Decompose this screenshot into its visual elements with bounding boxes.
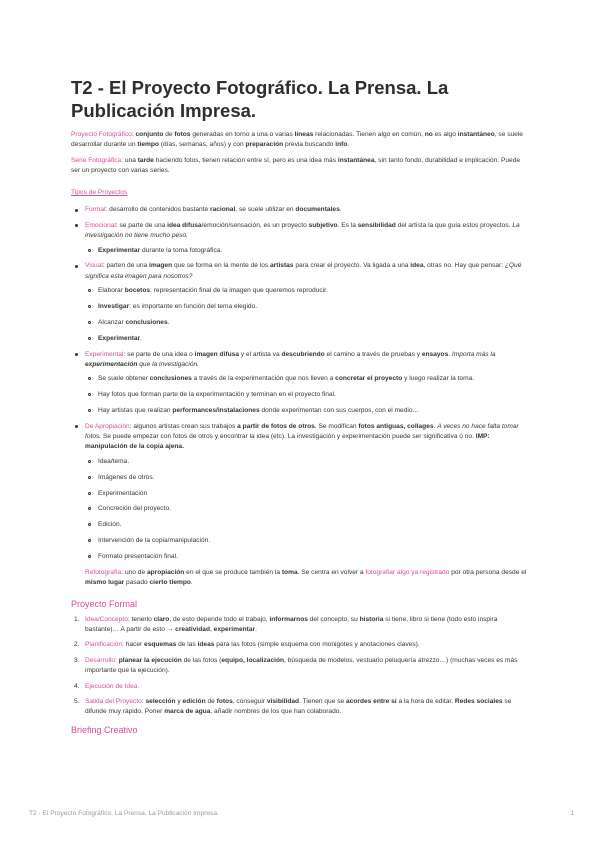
list-item: Experimentación — [85, 489, 531, 499]
term-desarrollo: Desarrollo — [85, 656, 116, 664]
term-proyecto-fotografico: Proyecto Fotográfico — [71, 131, 132, 138]
list-item-visual — [71, 261, 531, 344]
list-item-emocional — [71, 221, 531, 256]
list-item: Alcanzar conclusiones. — [85, 318, 531, 328]
list-item: Experimentar durante la toma fotográfica. — [85, 246, 531, 256]
list-item: Hay artistas que realizan performances/instalaciones donde experimentan con sus cuerpos, con el medio… — [85, 406, 531, 416]
document-body — [71, 130, 531, 741]
list-item: Idea/tema. — [85, 457, 531, 467]
term-formal: Formal — [85, 206, 106, 214]
step-desarrollo: 3. Desarrollo: planear la ejecución de las fotos (equipo, localización, búsqueda de modelos, vestuario peluquería atrezzo…) (muchas veces es más importante que la ejecución). — [74, 656, 518, 675]
formal-steps-list — [71, 615, 531, 718]
intro-paragraph-serie — [71, 156, 531, 177]
list-item: Edición. — [85, 520, 531, 530]
refotografia-text: : uno de apropiación en el que se produce también la toma. Se centra en volver a fotografiar algo ya registrado por otra persona desde el mismo lugar pasado cierto tiempo. — [85, 569, 527, 587]
tipo-text: : parten de una imagen que se forma en la mente de los artistas para crear el proyecto. Va ligada a una idea, otras no. Hay que pensar: ¿Qué significa esta imagen para nosotros? — [85, 262, 522, 280]
list-item-experimental — [71, 350, 531, 417]
term-de-apropiacion: De Apropiación — [85, 422, 130, 430]
page-title: T2 - El Proyecto Fotográfico. La Prensa. La Publicación Impresa. — [71, 77, 449, 121]
sublist-experimental — [85, 374, 531, 416]
step-salida: 5. Salida del Proyecto: selección y edición de fotos, conseguir visibilidad. Tienen que se acordes entre sí a la hora de editar. Redes sociales se difunde muy rápido. Poner marca de agua, añadir nombres de los que han colaborado. — [74, 698, 512, 716]
term-ejecucion: Ejecución de Idea. — [85, 682, 140, 690]
tipo-text: : se parte de una idea o imagen difusa y el artista va descubriendo el camino a través de pruebas y ensayos. Importa más la experimentación que la investigación. — [85, 350, 496, 368]
intro-text-0: : conjunto de fotos generadas en torno a una o varias líneas relacionadas. Tienen algo en común, no es algo instantáneo, se suele desarrollar durante un tiempo (días, semanas, años) y con preparación previa buscando info. — [71, 131, 523, 149]
term-emocional: Emocional — [85, 221, 116, 229]
section-label-tipos: Tipos de Proyectos — [71, 189, 128, 197]
step-ejecucion: 4. Ejecución de Idea. — [74, 682, 140, 690]
page-footer — [29, 810, 574, 817]
heading-proyecto-formal: Proyecto Formal — [71, 598, 138, 609]
sublist-emocional — [85, 246, 531, 256]
term-planificacion: Planificación — [85, 641, 123, 649]
term-refotografia: Refotografía — [85, 569, 122, 576]
heading-briefing-creativo: Briefing Creativo — [71, 724, 138, 735]
term-experimental: Experimental — [85, 350, 124, 358]
footer-title: T2 - El Proyecto Fotográfico. La Prensa. La Publicación Impresa. — [29, 810, 219, 817]
list-item-formal — [71, 205, 531, 215]
tipo-text: : desarrollo de contenidos bastante racional, se suele utilizar en documentales. — [105, 206, 342, 214]
term-visual: Visual — [85, 262, 103, 270]
sublist-apropiacion — [85, 457, 531, 563]
term-salida-proyecto: Salida del Proyecto — [85, 698, 142, 706]
step-idea-concepto: 1. Idea/Concepto: tenerlo claro, de esto depende todo el trabajo, informarnos del concepto, su historia si tiene, libro si tiene (todo esto inspira bastante)… A partir de esto → creatividad, experimentar. — [74, 615, 498, 633]
list-item: Experimentar. — [85, 334, 531, 344]
term-idea-concepto: Idea/Concepto — [85, 615, 128, 623]
tipo-text: : algunos artistas crean sus trabajos a partir de fotos de otros. Se modifican fotos antiguas, collages. A veces no hace falta tomar fotos. Se puede empezar con fotos de otros y encontrar la idea (etc). La investigación y experimentación puede ser significativa o no. IMP: manipulación de la copia ajena. — [85, 422, 519, 451]
list-item: Hay fotos que forman parte de la experimentación y terminan en el proyecto final. — [85, 390, 531, 400]
list-item: Concreción del proyecto. — [85, 504, 531, 514]
list-item: Imágenes de otros. — [85, 473, 531, 483]
intro-text-1: : una tarde haciendo fotos, tienen relación entre sí, pero es una idea más instantánea, sin tanto fondo, durabilidad e implicación. Puede ser un proyecto con varias series. — [71, 156, 521, 174]
list-item: Se suele obtener conclusiones a través de la experimentación que nos lleven a concretar el proyecto y luego realizar la toma. — [85, 374, 531, 384]
list-item-apropiacion — [71, 422, 531, 563]
sublist-visual — [85, 286, 531, 344]
list-item: Investigar: es importante en función del tema elegido. — [85, 302, 531, 312]
step-planificacion: 2. Planificación: hacer esquemas de las ideas para las fotos (simple esquema con monigotes y anotaciones claves). — [74, 641, 420, 649]
list-item: Elaborar bocetos: representación final de la imagen que queremos reproducir. — [85, 286, 531, 296]
intro-paragraph-proyecto — [71, 130, 531, 151]
refotografia-paragraph — [71, 568, 531, 589]
list-item: Intervención de la copia/manipulación. — [85, 536, 531, 546]
tipo-text: : se parte de una idea difusa/emoción/sensación, es un proyecto subjetivo. Es la sensibilidad del artista la que guía estos proyectos. La investigación no tiene mucho peso. — [85, 221, 520, 240]
tipos-list — [71, 205, 531, 562]
page-number: 1 — [570, 810, 574, 817]
list-item: Formato presentación final. — [85, 552, 531, 562]
term-serie-fotografica: Serie Fotográfica — [71, 156, 122, 164]
